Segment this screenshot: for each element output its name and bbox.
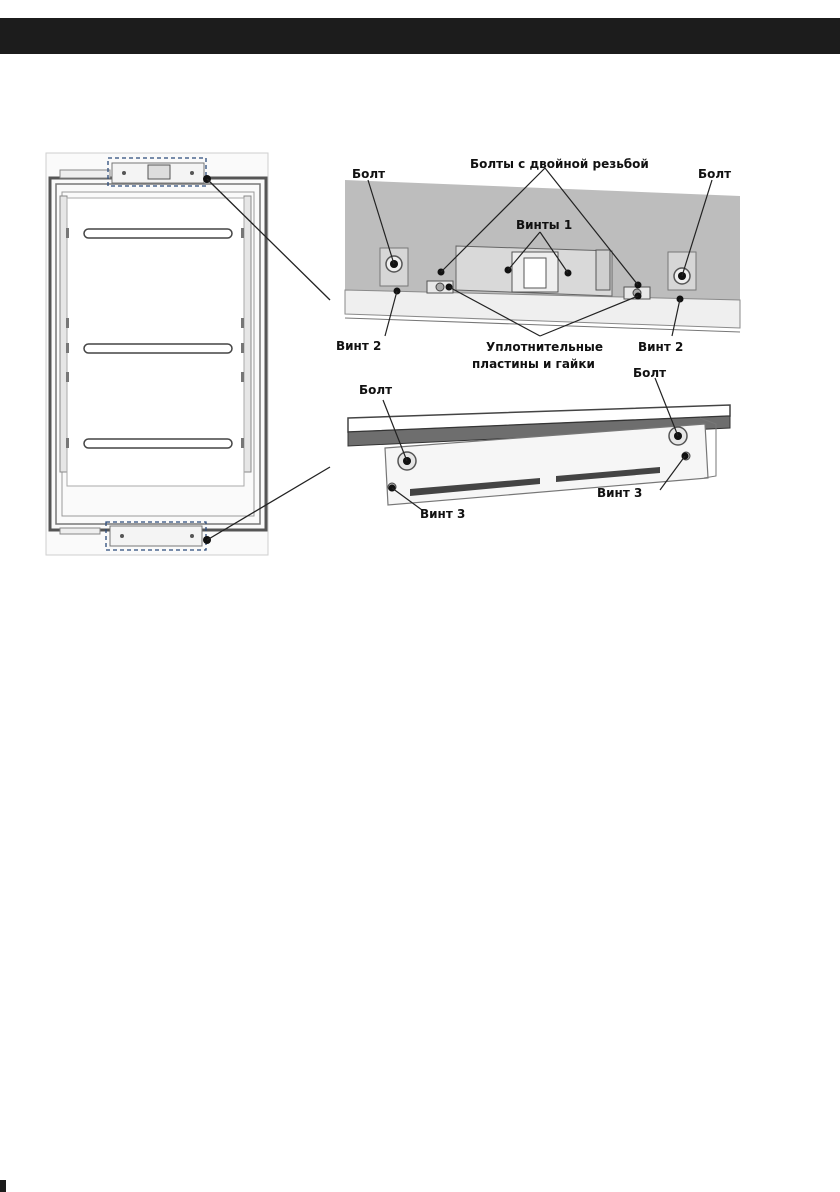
shelf — [84, 439, 232, 448]
label-screw-2-right: Винт 2 — [638, 340, 684, 354]
door-overview — [46, 153, 268, 555]
label-bolt-top-left: Болт — [352, 167, 386, 181]
label-bolt-bottom-left: Болт — [359, 383, 393, 397]
label-screws-1: Винты 1 — [516, 218, 573, 232]
page-corner-mark — [0, 1180, 6, 1192]
label-seal-plates-line2: пластины и гайки — [472, 357, 595, 371]
shelf — [84, 344, 232, 353]
bottom-detail — [348, 378, 730, 510]
shelf — [84, 229, 232, 238]
label-seal-plates-line1: Уплотнительные — [486, 340, 603, 354]
label-bolt-bottom-right: Болт — [633, 366, 667, 380]
label-screw-2-left: Винт 2 — [336, 339, 382, 353]
label-screw-3-right: Винт 3 — [597, 486, 643, 500]
label-double-thread-bolts: Болты с двойной резьбой — [470, 157, 649, 171]
label-screw-3-left: Винт 3 — [420, 507, 466, 521]
top-detail — [345, 168, 740, 336]
label-bolt-top-right: Болт — [698, 167, 732, 181]
